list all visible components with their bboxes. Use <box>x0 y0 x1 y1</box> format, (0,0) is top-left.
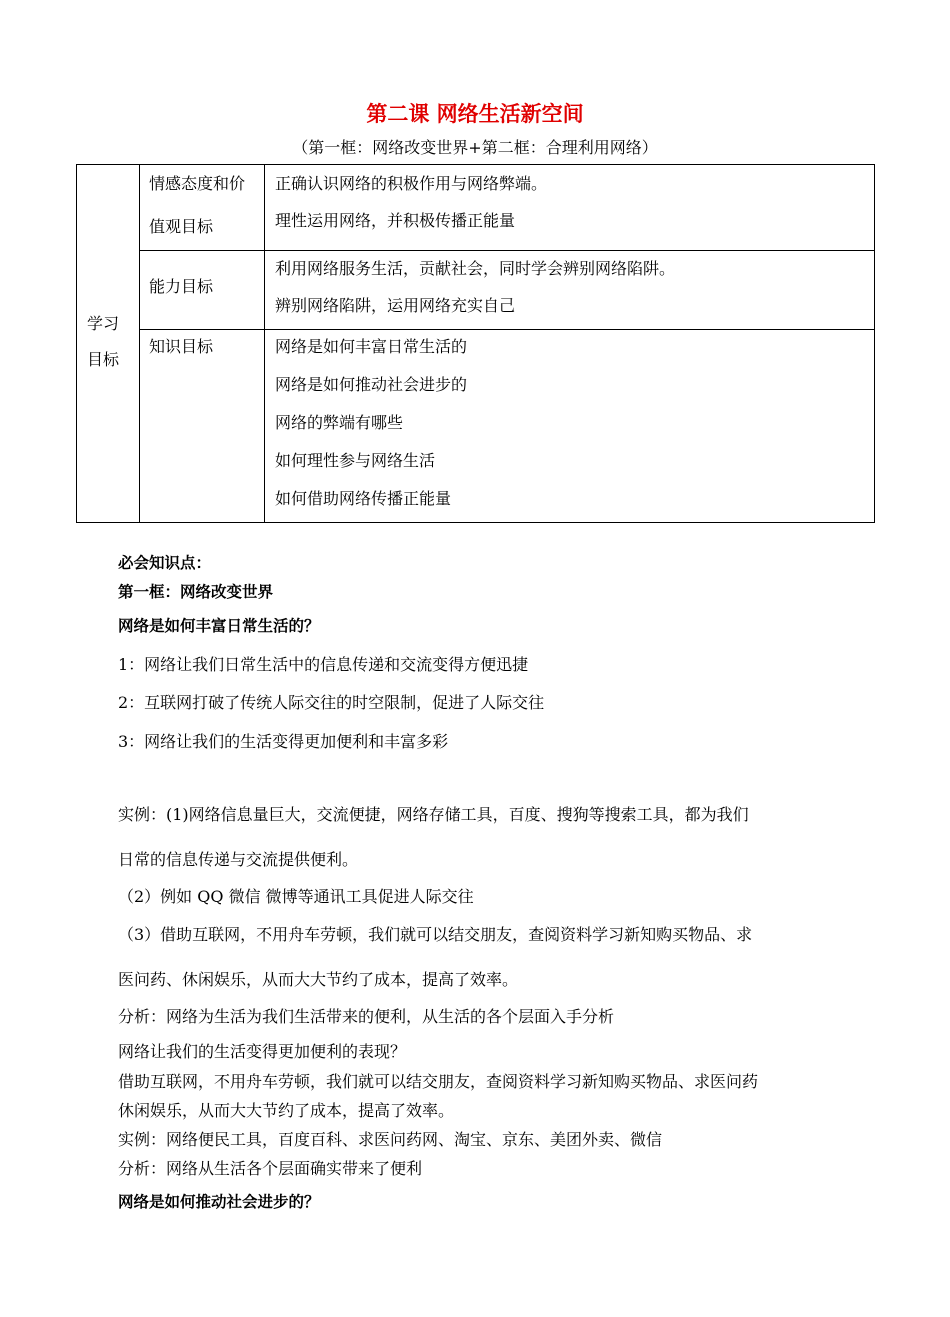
table-divider <box>139 329 874 330</box>
paragraph: （3）借助互联网，不用舟车劳顿，我们就可以结交朋友，查阅资料学习新知购买物品、求 <box>118 925 753 944</box>
goal-text: 辨别网络陷阱，运用网络充实自己 <box>275 296 516 315</box>
goal-text: 理性运用网络，并积极传播正能量 <box>275 211 516 230</box>
goal-text: 利用网络服务生活，贡献社会，同时学会辨别网络陷阱。 <box>275 259 676 278</box>
category-label: 情感态度和价 <box>149 174 246 193</box>
paragraph: 分析：网络从生活各个层面确实带来了便利 <box>118 1159 423 1178</box>
page-subtitle: （第一框：网络改变世界+第二框：合理利用网络） <box>292 138 658 157</box>
table-divider <box>139 250 874 251</box>
section-heading: 必会知识点： <box>118 553 212 572</box>
goal-text: 如何理性参与网络生活 <box>275 451 436 470</box>
table-divider <box>264 165 265 522</box>
paragraph: 2：互联网打破了传统人际交往的时空限制，促进了人际交往 <box>118 693 545 712</box>
goal-text: 如何借助网络传播正能量 <box>275 489 452 508</box>
paragraph: （2）例如 QQ 微信 微博等通讯工具促进人际交往 <box>118 887 474 906</box>
paragraph: 3：网络让我们的生活变得更加便利和丰富多彩 <box>118 732 449 751</box>
paragraph: 分析：网络为生活为我们生活带来的便利，从生活的各个层面入手分析 <box>118 1007 615 1026</box>
learning-goals-table <box>76 164 875 523</box>
paragraph: 休闲娱乐，从而大大节约了成本，提高了效率。 <box>118 1101 455 1120</box>
row-header-line: 目标 <box>87 350 120 369</box>
page-title: 第二课 网络生活新空间 <box>366 102 584 126</box>
category-label: 知识目标 <box>149 337 214 356</box>
paragraph: 实例：网络便民工具，百度百科、求医问药网、淘宝、京东、美团外卖、微信 <box>118 1130 663 1149</box>
goal-text: 网络是如何推动社会进步的 <box>275 375 468 394</box>
paragraph: 借助互联网，不用舟车劳顿，我们就可以结交朋友，查阅资料学习新知购买物品、求医问药 <box>118 1072 759 1091</box>
row-header-line: 学习 <box>87 314 120 333</box>
paragraph: 实例：(1)网络信息量巨大，交流便捷，网络存储工具，百度、搜狗等搜索工具，都为我们 <box>118 805 749 824</box>
question-heading: 网络是如何推动社会进步的？ <box>118 1192 320 1211</box>
paragraph: 医问药、休闲娱乐，从而大大节约了成本，提高了效率。 <box>118 970 519 989</box>
category-label: 能力目标 <box>149 277 214 296</box>
paragraph: 网络让我们的生活变得更加便利的表现？ <box>118 1042 407 1061</box>
goal-text: 正确认识网络的积极作用与网络弊端。 <box>275 174 548 193</box>
goal-text: 网络的弊端有哪些 <box>275 413 404 432</box>
paragraph: 日常的信息传递与交流提供便利。 <box>118 850 359 869</box>
category-label: 值观目标 <box>149 217 214 236</box>
paragraph: 1：网络让我们日常生活中的信息传递和交流变得方便迅捷 <box>118 655 529 674</box>
question-heading: 网络是如何丰富日常生活的？ <box>118 616 320 635</box>
goal-text: 网络是如何丰富日常生活的 <box>275 337 468 356</box>
table-divider <box>139 165 140 522</box>
section-heading: 第一框：网络改变世界 <box>118 582 274 601</box>
